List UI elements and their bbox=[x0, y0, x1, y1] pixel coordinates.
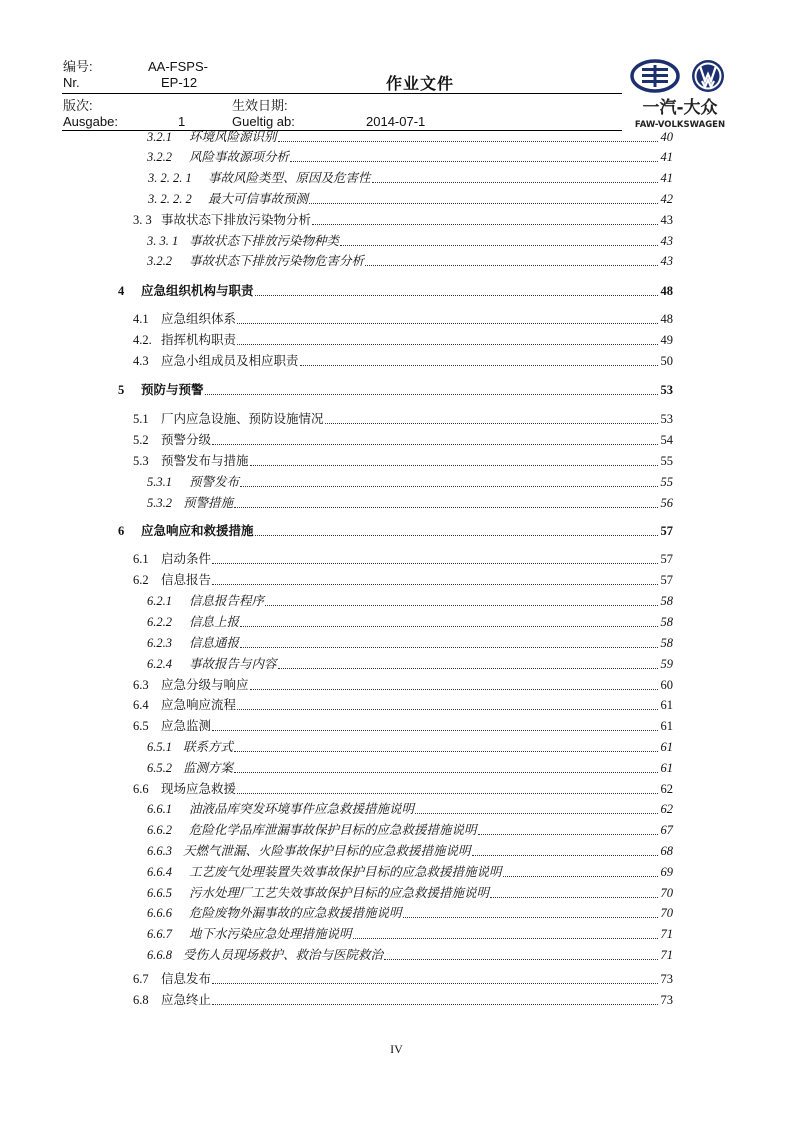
header-rule-1 bbox=[62, 93, 622, 94]
toc-entry-page: 58 bbox=[660, 636, 673, 650]
toc-entry[interactable] bbox=[133, 698, 673, 713]
toc-leader-dots bbox=[503, 876, 658, 877]
toc-leader-dots bbox=[255, 535, 658, 536]
toc-entry-number: 6.6.5 bbox=[147, 886, 172, 900]
toc-entry-page: 48 bbox=[660, 312, 673, 326]
toc-entry-number: 4.3 bbox=[133, 354, 149, 368]
toc-entry-number: 5 bbox=[118, 383, 125, 397]
toc-entry-page: 49 bbox=[660, 333, 673, 347]
toc-entry-number: 3.2.2 bbox=[147, 254, 172, 268]
toc-entry-title: 启动条件 bbox=[161, 552, 212, 566]
toc-entry-number: 4.1 bbox=[133, 312, 149, 326]
toc-entry-title: 应急监测 bbox=[161, 719, 212, 733]
toc-entry-title: 事故状态下排放污染物种类 bbox=[189, 234, 340, 248]
toc-entry-page: 61 bbox=[660, 698, 673, 712]
version-label-de: Ausgabe: bbox=[63, 114, 118, 129]
toc-entry[interactable] bbox=[118, 284, 673, 299]
page-number: IV bbox=[390, 1042, 403, 1056]
toc-leader-dots bbox=[234, 507, 658, 508]
toc-entry-number: 6.6.6 bbox=[147, 906, 172, 920]
toc-entry[interactable] bbox=[147, 886, 673, 901]
toc-entry-page: 55 bbox=[660, 454, 673, 468]
toc-entry-title: 信息通报 bbox=[189, 636, 240, 650]
toc-entry-number: 6.3 bbox=[133, 678, 149, 692]
toc-entry[interactable] bbox=[147, 906, 673, 921]
doc-title: 作业文件 bbox=[386, 74, 455, 93]
toc-entry-page: 58 bbox=[660, 594, 673, 608]
toc-entry-number: 5.3.2 bbox=[147, 496, 172, 510]
toc-leader-dots bbox=[490, 897, 658, 898]
logo-graphic bbox=[630, 56, 730, 132]
toc-leader-dots bbox=[309, 203, 658, 204]
toc-entry-title: 监测方案 bbox=[183, 761, 234, 775]
toc-entry[interactable] bbox=[147, 234, 673, 249]
toc-entry[interactable] bbox=[133, 333, 673, 348]
toc-entry-page: 57 bbox=[660, 552, 673, 566]
toc-leader-dots bbox=[384, 959, 658, 960]
toc-entry-number: 3. 2. 2. 1 bbox=[148, 171, 192, 185]
toc-entry-page: 43 bbox=[660, 213, 673, 227]
toc-entry-page: 60 bbox=[660, 678, 673, 692]
toc-entry-number: 6.4 bbox=[133, 698, 149, 712]
toc-entry[interactable] bbox=[133, 972, 673, 987]
valid-label-de: Gueltig ab: bbox=[232, 114, 295, 129]
toc-entry-title: 工艺废气处理装置失效事故保护目标的应急救援措施说明 bbox=[189, 865, 502, 879]
toc-entry-title: 污水处理厂工艺失效事故保护目标的应急救援措施说明 bbox=[189, 886, 490, 900]
toc-entry-number: 3.2.2 bbox=[147, 150, 172, 164]
toc-leader-dots bbox=[237, 344, 658, 345]
toc-leader-dots bbox=[300, 365, 658, 366]
toc-entry-title: 现场应急救援 bbox=[161, 782, 237, 796]
toc-leader-dots bbox=[325, 423, 658, 424]
toc-entry-title: 指挥机构职责 bbox=[161, 333, 237, 347]
toc-entry-title: 预警发布 bbox=[189, 475, 240, 489]
toc-leader-dots bbox=[290, 161, 658, 162]
toc-entry-title: 应急组织体系 bbox=[161, 312, 237, 326]
toc-entry[interactable] bbox=[147, 254, 673, 269]
toc-entry-number: 6.1 bbox=[133, 552, 149, 566]
toc-entry-number: 6.2.1 bbox=[147, 594, 172, 608]
toc-entry-page: 43 bbox=[660, 234, 673, 248]
toc-entry[interactable] bbox=[147, 823, 673, 838]
toc-entry-number: 5.2 bbox=[133, 433, 149, 447]
toc-entry-page: 57 bbox=[660, 524, 673, 538]
toc-entry-title: 联系方式 bbox=[183, 740, 234, 754]
toc-entry-title: 应急组织机构与职责 bbox=[141, 284, 254, 298]
toc-entry[interactable] bbox=[133, 454, 673, 469]
version-label-cn: 版次: bbox=[63, 98, 93, 113]
toc-leader-dots bbox=[278, 141, 658, 142]
doc-number-label-cn: 编号: bbox=[63, 59, 93, 74]
toc-entry-page: 61 bbox=[660, 719, 673, 733]
toc-entry[interactable] bbox=[147, 150, 673, 165]
toc-entry-number: 3. 2. 2. 2 bbox=[148, 192, 192, 206]
toc-entry-number: 3. 3. 1 bbox=[147, 234, 179, 248]
toc-entry-title: 环境风险源识别 bbox=[189, 130, 277, 144]
toc-entry[interactable] bbox=[133, 433, 673, 448]
toc-entry-number: 6.8 bbox=[133, 993, 149, 1007]
toc-entry-page: 55 bbox=[660, 475, 673, 489]
toc-entry-title: 事故状态下排放污染物危害分析 bbox=[189, 254, 365, 268]
toc-entry-title: 事故状态下排放污染物分析 bbox=[161, 213, 312, 227]
toc-entry[interactable] bbox=[147, 740, 673, 755]
toc-entry[interactable] bbox=[147, 865, 673, 880]
toc-entry[interactable] bbox=[133, 412, 673, 427]
toc-entry-number: 4.2. bbox=[133, 333, 152, 347]
toc-entry-number: 6 bbox=[118, 524, 125, 538]
toc-entry-title: 信息发布 bbox=[161, 972, 212, 986]
toc-leader-dots bbox=[278, 668, 658, 669]
toc-leader-dots bbox=[237, 709, 658, 710]
toc-entry-title: 信息报告 bbox=[161, 573, 212, 587]
toc-entry[interactable] bbox=[147, 844, 673, 859]
doc-number-value-1: AA-FSPS- bbox=[148, 59, 208, 74]
toc-leader-dots bbox=[415, 813, 658, 814]
toc-leader-dots bbox=[312, 224, 658, 225]
toc-entry-page: 70 bbox=[660, 906, 673, 920]
toc-leader-dots bbox=[212, 983, 658, 984]
toc-entry-page: 41 bbox=[660, 150, 673, 164]
toc-entry-page: 53 bbox=[660, 412, 673, 426]
toc-leader-dots bbox=[250, 689, 658, 690]
toc-entry-title: 应急响应流程 bbox=[161, 698, 237, 712]
toc-leader-dots bbox=[365, 265, 658, 266]
toc-entry-title: 信息报告程序 bbox=[189, 594, 265, 608]
toc-entry-page: 61 bbox=[660, 740, 673, 754]
toc-leader-dots bbox=[212, 1004, 658, 1005]
toc-entry[interactable] bbox=[133, 573, 673, 588]
toc-entry-page: 53 bbox=[660, 383, 673, 397]
toc-entry-number: 6.6.2 bbox=[147, 823, 172, 837]
toc-entry-title: 风险事故源项分析 bbox=[189, 150, 290, 164]
toc-entry[interactable] bbox=[148, 192, 673, 207]
toc-entry-number: 4 bbox=[118, 284, 125, 298]
toc-leader-dots bbox=[212, 444, 658, 445]
toc-leader-dots bbox=[234, 751, 658, 752]
toc-entry-page: 42 bbox=[660, 192, 673, 206]
toc-entry[interactable] bbox=[133, 354, 673, 369]
toc-entry-page: 57 bbox=[660, 573, 673, 587]
toc-entry-page: 73 bbox=[660, 993, 673, 1007]
doc-number-value-2: EP-12 bbox=[161, 75, 198, 90]
toc-leader-dots bbox=[205, 394, 658, 395]
toc-entry[interactable] bbox=[147, 636, 673, 651]
toc-entry-title: 信息上报 bbox=[189, 615, 240, 629]
toc-entry-number: 6.6.8 bbox=[147, 948, 172, 962]
toc-leader-dots bbox=[237, 323, 658, 324]
toc-entry-page: 71 bbox=[660, 948, 673, 962]
toc-entry-number: 6.2.3 bbox=[147, 636, 172, 650]
toc-entry-number: 6.2 bbox=[133, 573, 149, 587]
toc-entry-title: 最大可信事故预测 bbox=[208, 192, 309, 206]
toc-leader-dots bbox=[255, 295, 658, 296]
toc-entry-title: 应急分级与响应 bbox=[161, 678, 249, 692]
toc-entry[interactable] bbox=[147, 496, 673, 511]
toc-entry-page: 58 bbox=[660, 615, 673, 629]
toc-leader-dots bbox=[403, 917, 658, 918]
toc-entry-number: 5.1 bbox=[133, 412, 149, 426]
toc-entry-page: 71 bbox=[660, 927, 673, 941]
toc-leader-dots bbox=[240, 647, 658, 648]
toc-entry-number: 6.6 bbox=[133, 782, 149, 796]
toc-entry-title: 受伤人员现场救护、救治与医院救治 bbox=[183, 948, 384, 962]
toc-entry-title: 危险化学品库泄漏事故保护目标的应急救援措施说明 bbox=[189, 823, 477, 837]
toc-entry[interactable] bbox=[147, 594, 673, 609]
toc-entry[interactable] bbox=[133, 312, 673, 327]
toc-entry-number: 3. 3 bbox=[133, 213, 152, 227]
toc-entry[interactable] bbox=[147, 130, 673, 145]
toc-entry-page: 62 bbox=[660, 802, 673, 816]
toc-entry-number: 6.7 bbox=[133, 972, 149, 986]
toc-leader-dots bbox=[478, 834, 658, 835]
toc-entry[interactable] bbox=[147, 948, 673, 963]
toc-entry-page: 48 bbox=[660, 284, 673, 298]
toc-entry[interactable] bbox=[147, 475, 673, 490]
toc-entry-number: 6.6.1 bbox=[147, 802, 172, 816]
toc-leader-dots bbox=[250, 465, 658, 466]
logo-cn-text: 一汽-大众 bbox=[642, 98, 718, 118]
toc-entry-title: 事故风险类型、原因及危害性 bbox=[208, 171, 371, 185]
toc-entry-page: 69 bbox=[660, 865, 673, 879]
toc-entry-title: 天燃气泄漏、火险事故保护目标的应急救援措施说明 bbox=[183, 844, 471, 858]
toc-entry-number: 3.2.1 bbox=[147, 130, 172, 144]
valid-label-cn: 生效日期: bbox=[232, 98, 288, 113]
toc-leader-dots bbox=[237, 793, 658, 794]
valid-value: 2014-07-1 bbox=[366, 114, 426, 129]
toc-entry-number: 5.3 bbox=[133, 454, 149, 468]
toc-entry-number: 5.3.1 bbox=[147, 475, 172, 489]
toc-entry-page: 73 bbox=[660, 972, 673, 986]
toc-entry[interactable] bbox=[147, 761, 673, 776]
toc-entry-page: 67 bbox=[660, 823, 673, 837]
toc-leader-dots bbox=[234, 772, 658, 773]
toc-entry-page: 41 bbox=[660, 171, 673, 185]
toc-entry-number: 6.2.2 bbox=[147, 615, 172, 629]
toc-entry-number: 6.6.3 bbox=[147, 844, 172, 858]
toc-entry-page: 40 bbox=[660, 130, 673, 144]
toc-entry[interactable] bbox=[133, 782, 673, 797]
toc-entry-page: 54 bbox=[660, 433, 673, 447]
toc-leader-dots bbox=[212, 730, 658, 731]
toc-entry-title: 预防与预警 bbox=[141, 383, 204, 397]
toc-entry[interactable] bbox=[147, 615, 673, 630]
toc-entry[interactable] bbox=[118, 383, 673, 398]
toc-entry[interactable] bbox=[118, 524, 673, 539]
toc-leader-dots bbox=[472, 855, 658, 856]
toc-entry-title: 预警分级 bbox=[161, 433, 212, 447]
toc-entry-title: 地下水污染应急处理措施说明 bbox=[189, 927, 352, 941]
toc-entry[interactable] bbox=[147, 927, 673, 942]
toc-entry-title: 预警措施 bbox=[183, 496, 234, 510]
toc-leader-dots bbox=[353, 938, 658, 939]
toc-entry-number: 6.5.2 bbox=[147, 761, 172, 775]
version-value: 1 bbox=[178, 114, 186, 129]
toc-leader-dots bbox=[240, 626, 658, 627]
toc-leader-dots bbox=[340, 245, 658, 246]
toc-entry[interactable] bbox=[133, 719, 673, 734]
toc-entry[interactable] bbox=[133, 213, 673, 228]
toc-entry[interactable] bbox=[133, 552, 673, 567]
toc-entry-number: 6.6.7 bbox=[147, 927, 172, 941]
toc-entry-title: 厂内应急设施、预防设施情况 bbox=[161, 412, 324, 426]
toc-entry-page: 68 bbox=[660, 844, 673, 858]
doc-number-label-de: Nr. bbox=[63, 75, 80, 90]
toc-entry-number: 6.2.4 bbox=[147, 657, 172, 671]
toc-entry-page: 61 bbox=[660, 761, 673, 775]
toc-entry-page: 59 bbox=[660, 657, 673, 671]
toc-entry-title: 事故报告与内容 bbox=[189, 657, 277, 671]
toc-leader-dots bbox=[212, 563, 658, 564]
toc-leader-dots bbox=[212, 584, 658, 585]
toc-entry[interactable] bbox=[147, 657, 673, 672]
logo-en-text: FAW-VOLKSWAGEN bbox=[634, 120, 726, 130]
faw-volkswagen-logo bbox=[630, 56, 730, 132]
toc-entry-page: 70 bbox=[660, 886, 673, 900]
toc-entry-title: 应急小组成员及相应职责 bbox=[161, 354, 299, 368]
toc-entry-page: 56 bbox=[660, 496, 673, 510]
toc-leader-dots bbox=[265, 605, 658, 606]
toc-entry-title: 危险废物外漏事故的应急救援措施说明 bbox=[189, 906, 402, 920]
toc-leader-dots bbox=[372, 182, 658, 183]
toc-entry[interactable] bbox=[148, 171, 673, 186]
toc-entry-title: 应急终止 bbox=[161, 993, 212, 1007]
toc-entry-number: 6.5.1 bbox=[147, 740, 172, 754]
toc-entry-page: 50 bbox=[660, 354, 673, 368]
toc-entry-title: 油液品库突发环境事件应急救援措施说明 bbox=[189, 802, 415, 816]
toc-entry-title: 应急响应和救援措施 bbox=[141, 524, 254, 538]
toc-entry-title: 预警发布与措施 bbox=[161, 454, 249, 468]
toc-entry[interactable] bbox=[133, 678, 673, 693]
toc-entry-page: 62 bbox=[660, 782, 673, 796]
toc-entry[interactable] bbox=[133, 993, 673, 1008]
toc-entry[interactable] bbox=[147, 802, 673, 817]
toc-entry-number: 6.5 bbox=[133, 719, 149, 733]
toc-entry-page: 43 bbox=[660, 254, 673, 268]
toc-entry-number: 6.6.4 bbox=[147, 865, 172, 879]
toc-leader-dots bbox=[240, 486, 658, 487]
